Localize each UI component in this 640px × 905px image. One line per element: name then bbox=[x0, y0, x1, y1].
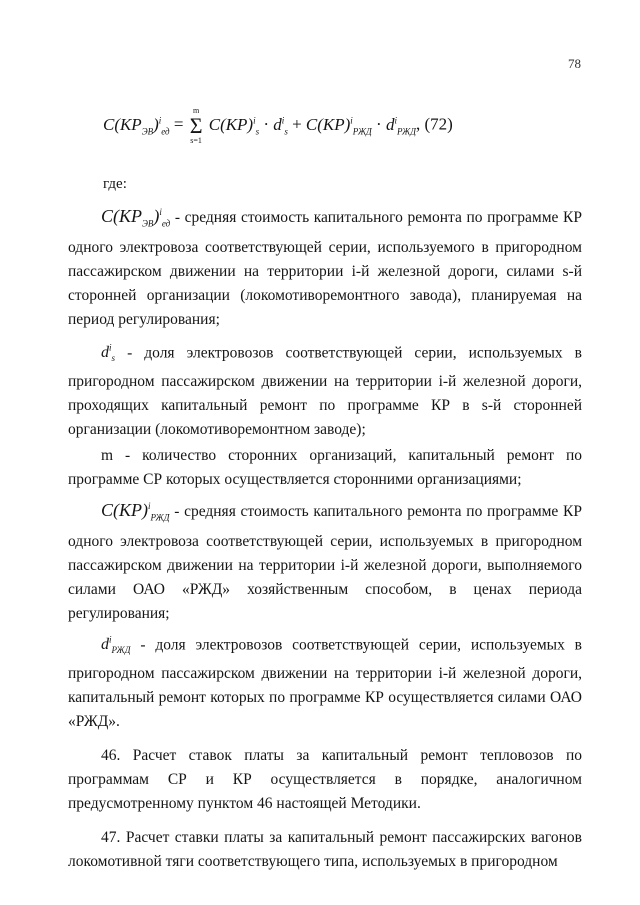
formula-d1: $d^i_s$ bbox=[273, 114, 288, 137]
page-number: 78 bbox=[568, 56, 581, 71]
definition-3: m - количество сторонних организаций, капитальный ремонт по программе СР которых осуществляется сторонними организациями; bbox=[68, 447, 582, 489]
definition-block bbox=[68, 200, 582, 874]
formula-number: (72) bbox=[424, 114, 453, 134]
def1-symbol: $C(КР_{ЭВ})^i_{ед}$ bbox=[101, 206, 171, 229]
definition-5: $d^i_{РЖД}$ - доля электровозов соответствующей серии, используемых в пригородном пассажирском движении на территории i-й железной дороги, капитальный ремонт которых по программе КР осуществляется силами ОАО «РЖД». bbox=[68, 634, 582, 731]
formula-72: $C(КР_{ЭВ})^i_{ед}$ = m Σ s=1 $C(КР)^i_s \cdot d^i_s + C(КР)^i_{РЖД} \cdot d^i_{РЖД}$, (72) bbox=[103, 105, 453, 145]
definition-4: C(КР)$^i_{РЖД}$ - средняя стоимость капитального ремонта по программе КР одного электровоза соответствующей серии, используемых в пригородном пассажирском движении на территории i-й железной дороги, выполняемого силами ОАО «РЖД» хозяйственным способом, в ценах периода регулирования; bbox=[68, 500, 582, 622]
formula-lhs: $C(КР_{ЭВ})^i_{ед}$ bbox=[103, 114, 170, 137]
definition-1: $C(КР_{ЭВ})^i_{ед}$ - средняя стоимость капитального ремонта по программе КР одного электровоза соответствующей серии, используемого в пригородном пассажирском движении на территории i-й железной дороги, силами s-й сторонней организации (локомотиворемонтного завода), планируемая на период регулирования; bbox=[68, 206, 582, 328]
formula-d2: $d^i_{РЖД}$ bbox=[385, 114, 416, 137]
formula-dot: · bbox=[263, 114, 270, 134]
formula-term1: C(КР)$^i_s$ bbox=[208, 114, 260, 137]
formula-dot-2: · bbox=[376, 114, 382, 134]
equals-sign: = bbox=[173, 114, 184, 134]
formula-term2: C(КР)$^i_{РЖД}$ bbox=[305, 114, 372, 137]
def5-symbol: $d^i_{РЖД}$ bbox=[101, 634, 131, 656]
formula-plus: + bbox=[292, 114, 302, 134]
definition-2: $d^i_s$ - доля электровозов соответствующей серии, используемых в пригородном пассажирском движении на территории i-й железной дороги, проходящих капитальный ремонт по программе КР в s-й сторонней организации (локомотиворемонтном заводе); bbox=[68, 342, 582, 439]
paragraph-46: 46. Расчет ставок платы за капитальный ремонт тепловозов по программам СР и КР осуществляется в порядке, аналогичном предусмотренному пунктом 46 настоящей Методики. bbox=[68, 747, 582, 813]
sum-sign: m Σ s=1 bbox=[189, 105, 203, 145]
def2-symbol: $d^i_s$ bbox=[101, 342, 116, 364]
def4-symbol: C(КР)$^i_{РЖД}$ bbox=[101, 500, 170, 523]
where-label: где: bbox=[103, 176, 127, 192]
paragraph-47: 47. Расчет ставки платы за капитальный ремонт пассажирских вагонов локомотивной тяги соответствующего типа, используемых в пригородном bbox=[68, 829, 582, 871]
